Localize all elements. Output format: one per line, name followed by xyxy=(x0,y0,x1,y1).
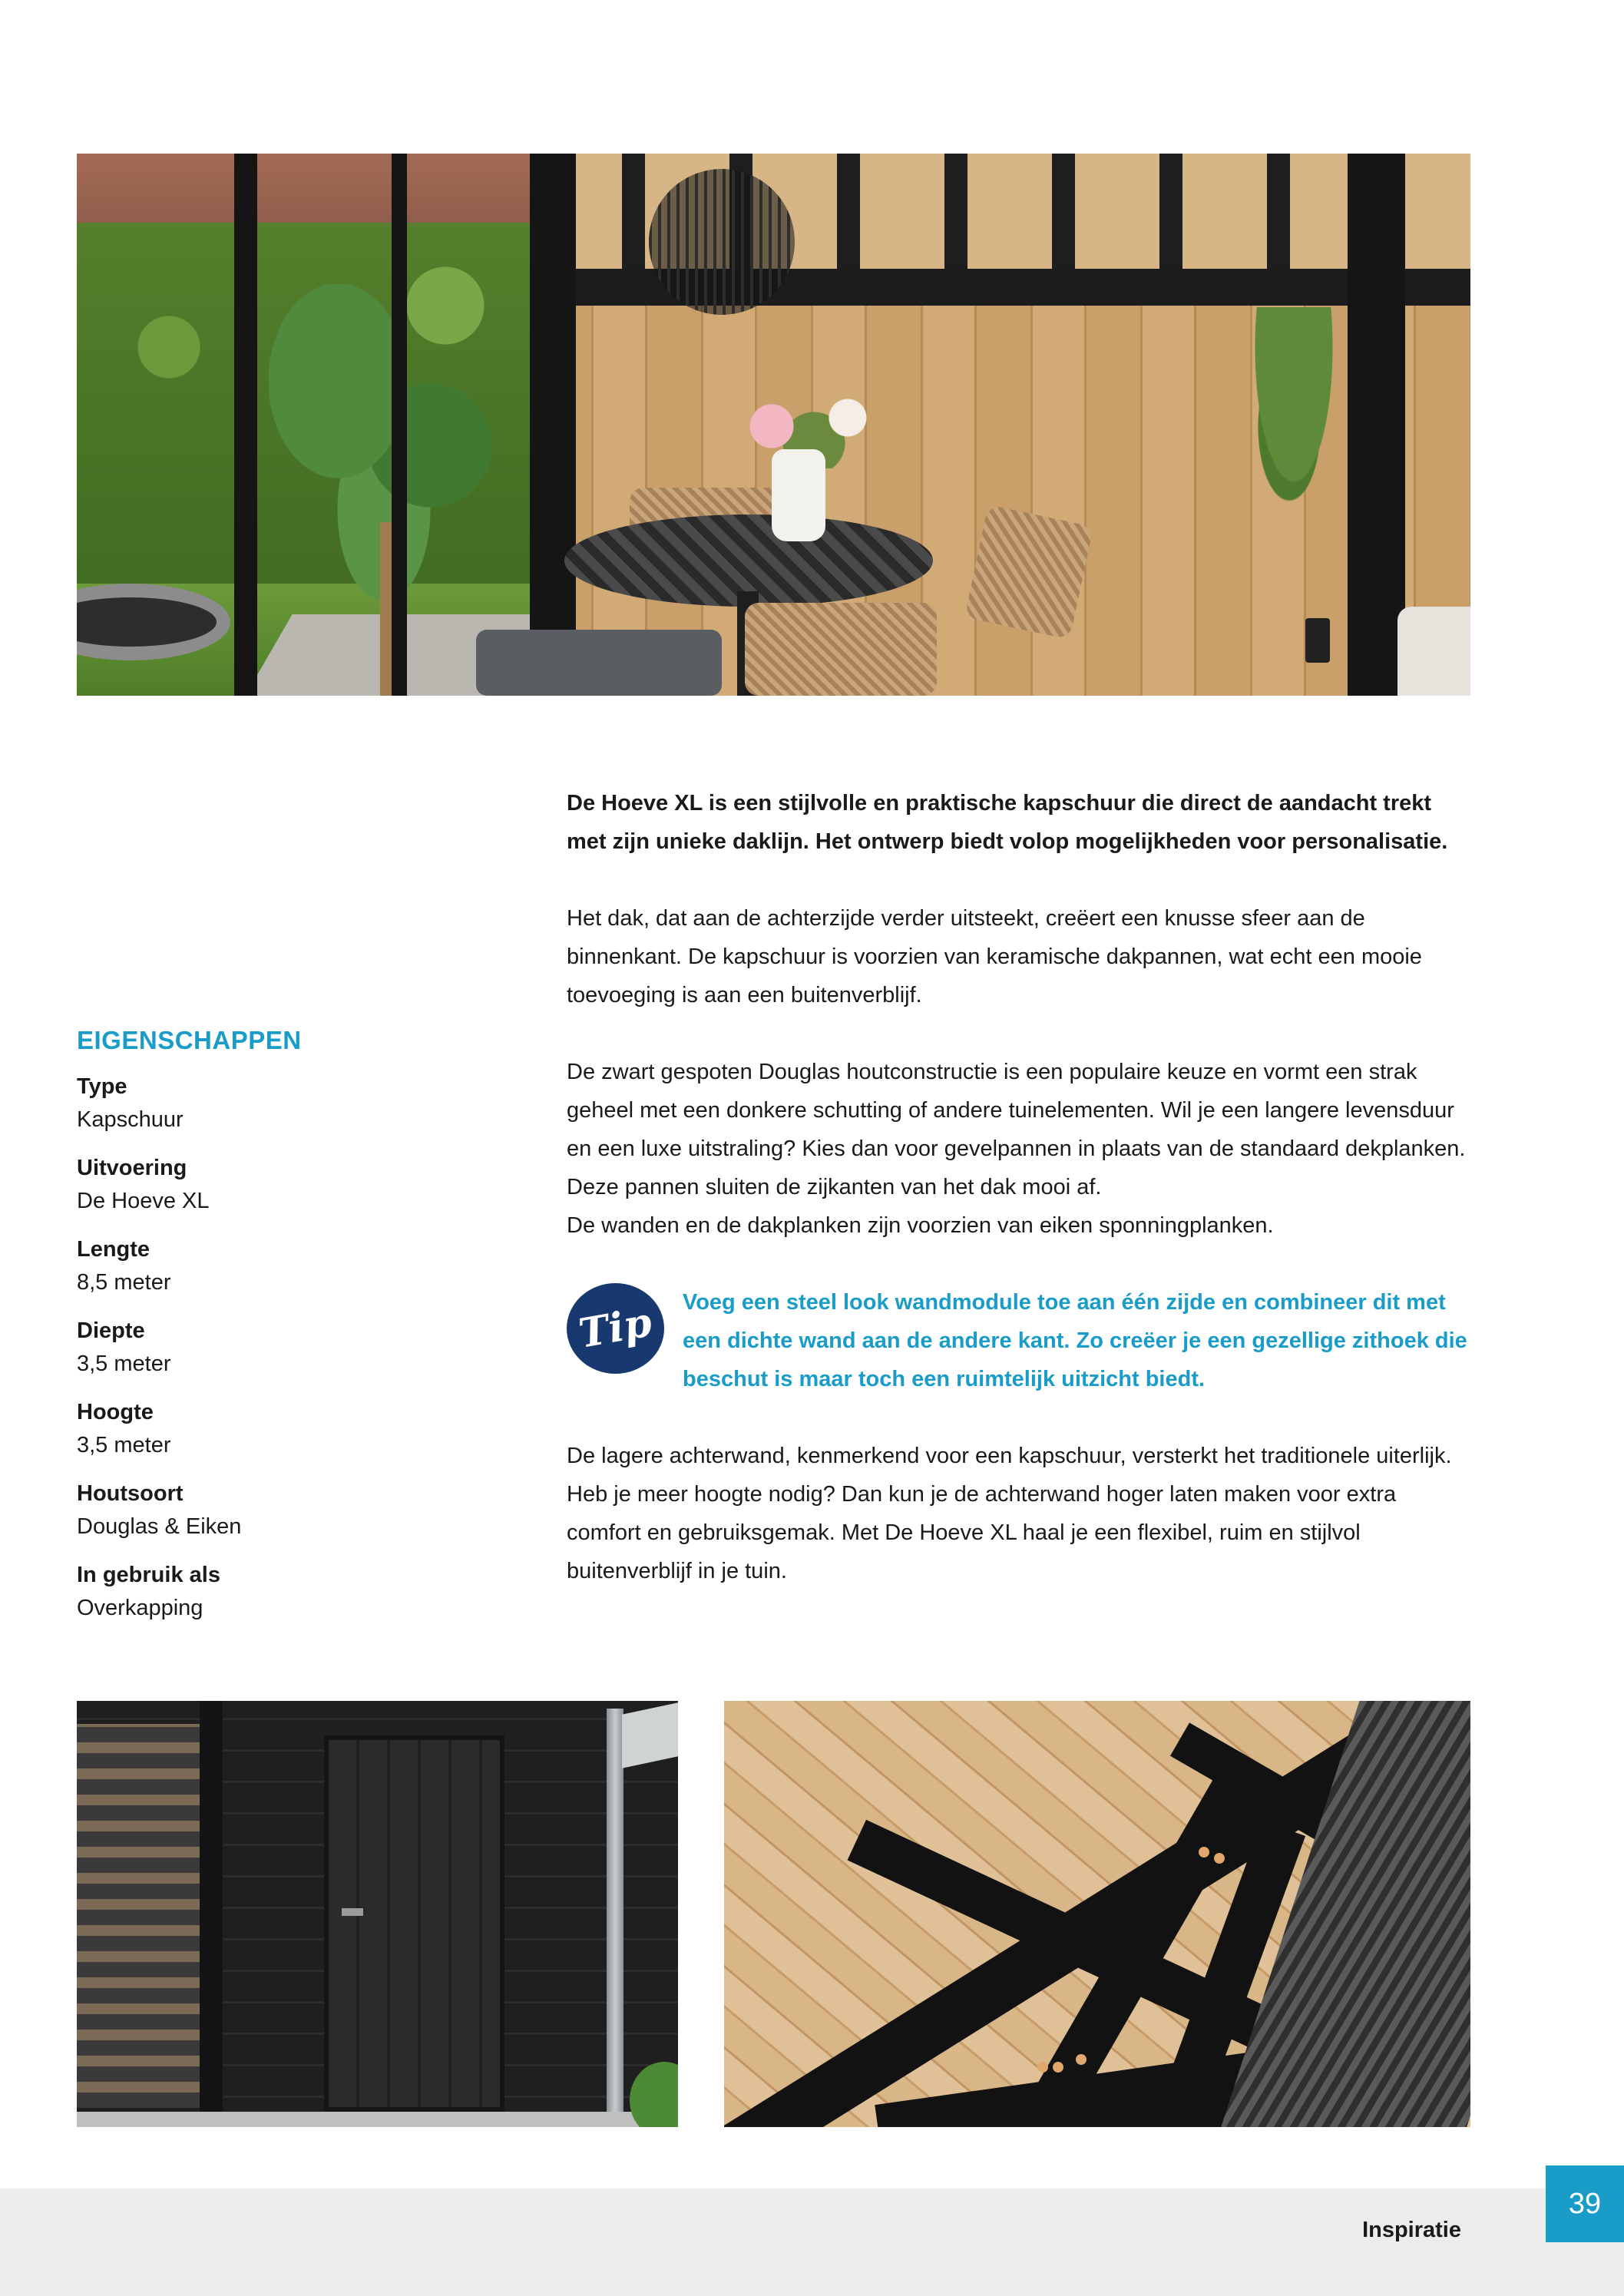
property-value: Douglas & Eiken xyxy=(77,1514,242,1539)
shrub xyxy=(630,2062,678,2127)
black-post xyxy=(1348,154,1405,696)
property-label: In gebruik als xyxy=(77,1563,220,1587)
paragraph: De wanden en de dakplanken zijn voorzien van eiken sponningplanken. xyxy=(567,1213,1274,1238)
property-item xyxy=(77,1559,507,1625)
bolt xyxy=(1053,2062,1063,2073)
gutter xyxy=(622,1702,678,1768)
property-item xyxy=(77,1396,507,1462)
property-item xyxy=(77,1070,507,1136)
property-label: Lengte xyxy=(77,1237,150,1262)
slatted-wall xyxy=(77,1724,200,2108)
wall-socket xyxy=(1305,618,1330,663)
property-value: Kapschuur xyxy=(77,1107,184,1132)
intro-paragraph: De Hoeve XL is een stijlvolle en praktische kapschuur die direct de aandacht trekt met zijn unieke daklijn. Het ontwerp biedt volop mogelijkheden voor personalisatie. xyxy=(567,791,1448,854)
hero-photo xyxy=(77,154,1470,696)
black-post xyxy=(200,1701,223,2127)
black-post xyxy=(530,154,576,696)
white-vase xyxy=(772,449,825,541)
property-label: Uitvoering xyxy=(77,1156,187,1180)
tip-badge-label: Tip xyxy=(575,1299,656,1358)
property-value: De Hoeve XL xyxy=(77,1189,210,1213)
property-label: Type xyxy=(77,1074,127,1099)
property-item xyxy=(77,1233,507,1299)
property-item xyxy=(77,1315,507,1381)
page-number: 39 xyxy=(1546,2165,1624,2242)
property-value: Overkapping xyxy=(77,1596,203,1620)
pendant-lamp xyxy=(649,169,795,315)
door-handle xyxy=(342,1908,363,1916)
black-post xyxy=(392,154,407,696)
properties-panel xyxy=(77,1026,507,1640)
property-item xyxy=(77,1477,507,1543)
paragraph: Het dak, dat aan de achterzijde verder uitsteekt, creëert een knusse sfeer aan de binnenkant. De kapschuur is voorzien van keramische dakpannen, wat echt een mooie toevoeging is aan een buitenverblijf. xyxy=(567,906,1422,1007)
property-value: 8,5 meter xyxy=(77,1270,171,1295)
footer-section-label: Inspiratie xyxy=(1362,2218,1461,2242)
paragraph: De zwart gespoten Douglas houtconstructie is een populaire keuze en vormt een strak geheel met een donkere schutting of andere tuinelementen. Wil je een langere levensduur en een luxe uitstraling? Kies dan voor gevelpannen in plaats van de standaard dekplanken. Deze pannen sluiten de zijkanten van het dak mooi af. xyxy=(567,1060,1466,1199)
tip-box xyxy=(567,1283,1473,1398)
black-post xyxy=(234,154,257,696)
paragraph: De lagere achterwand, kenmerkend voor een kapschuur, versterkt het traditionele uiterlijk. Heb je meer hoogte nodig? Dan kun je de achterwand hoger laten maken voor extra comfort en gebruiksgemak. Met De Hoeve XL haal je een flexibel, ruim en stijlvol buitenverblijf in je tuin. xyxy=(567,1444,1452,1583)
grey-seat xyxy=(476,630,722,696)
bolt xyxy=(1214,1853,1225,1864)
door-photo xyxy=(77,1701,678,2127)
bolt xyxy=(1199,1847,1209,1858)
property-label: Diepte xyxy=(77,1318,145,1343)
property-value: 3,5 meter xyxy=(77,1433,171,1457)
downpipe xyxy=(607,1709,623,2127)
bolt xyxy=(1037,2062,1048,2073)
bolt xyxy=(1076,2054,1087,2065)
property-item xyxy=(77,1152,507,1218)
property-label: Houtsoort xyxy=(77,1481,184,1506)
property-label: Hoogte xyxy=(77,1400,154,1424)
properties-heading: EIGENSCHAPPEN xyxy=(77,1026,302,1054)
paving xyxy=(77,2112,678,2127)
tip-text: Voeg een steel look wandmodule toe aan één zijde en combineer dit met een dichte wand aan de andere kant. Zo creëer je een gezellige zithoek die beschut is maar toch een ruimtelijk uitzicht biedt. xyxy=(683,1290,1467,1391)
tip-badge-icon xyxy=(567,1283,664,1374)
article-body xyxy=(567,784,1473,1629)
hanging-plant xyxy=(1248,307,1340,507)
cushion xyxy=(1397,607,1470,696)
property-value: 3,5 meter xyxy=(77,1351,171,1376)
black-door xyxy=(324,1735,504,2112)
rattan-chair xyxy=(745,603,937,696)
roof-truss-photo xyxy=(724,1701,1470,2127)
